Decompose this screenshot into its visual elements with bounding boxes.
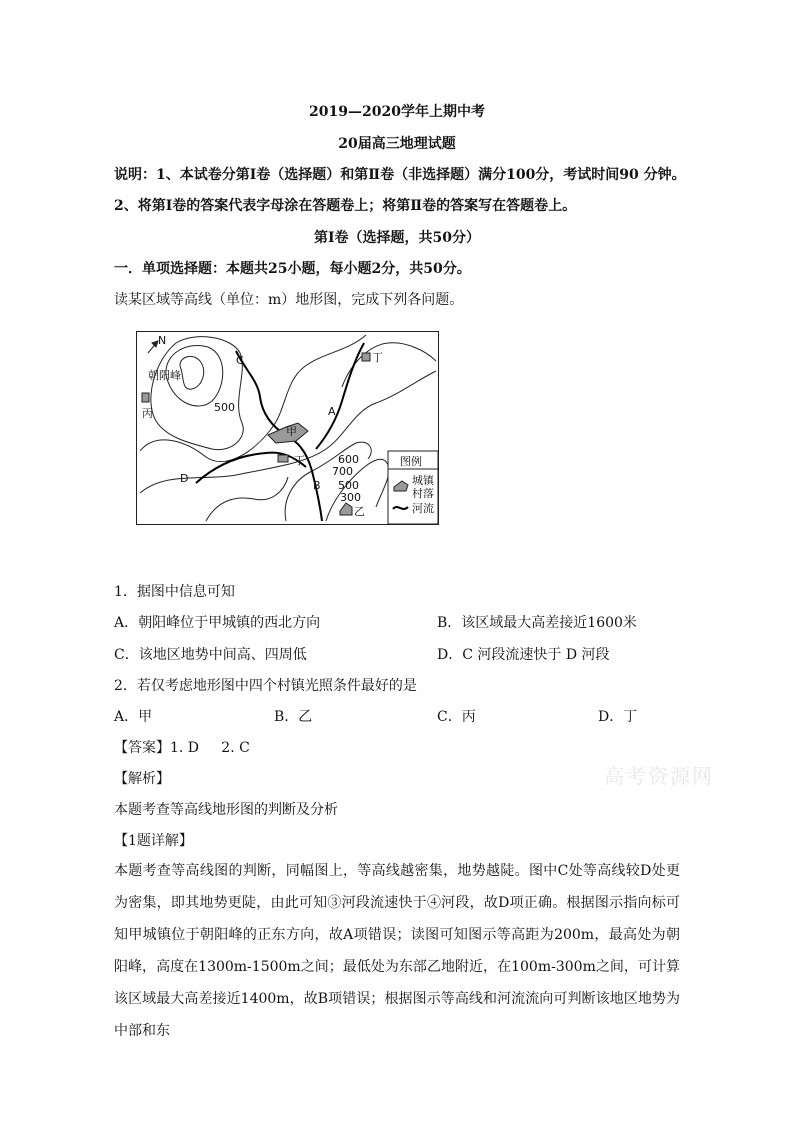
village-symbol [142,393,149,402]
q2-option-b: B．乙 [274,709,313,725]
label-a: A [328,405,336,418]
part-title: 一．单项选择题：本题共25小题，每小题2分，共50分。 [114,261,471,277]
legend-village: 村落 [412,487,434,500]
legend-title: 图例 [400,455,422,468]
analysis-label: 【解析】 [114,771,170,787]
contour-map [136,331,439,525]
note-line-1: 说明：1、本试卷分第Ⅰ卷（选择题）和第Ⅱ卷（非选择题）满分100分，考试时间90 分钟。 [114,167,686,183]
question-2-stem: 2．若仅考虑地形图中四个村镇光照条件最好的是 [114,678,417,694]
q1-option-a: A．朝阳峰位于甲城镇的西北方向 [114,615,321,631]
label-d: D [180,472,189,485]
label-b: B [313,479,321,492]
label-bing: 丙 [142,407,153,420]
label-c: C [236,354,244,367]
q1-option-b: B．该区域最大高差接近1600米 [437,615,637,631]
legend-town: 城镇 [412,474,434,487]
contour-label: 500 [338,479,359,492]
contour-label: 600 [338,453,359,466]
contour-label: 500 [214,401,235,414]
q1-option-c: C．该地区地势中间高、四周低 [114,647,307,663]
village-symbol [278,455,288,462]
q1-option-d: D．C 河段流速快于 D 河段 [437,647,610,663]
detail-label: 【1题详解】 [114,833,193,849]
note-line-2: 2、将第Ⅰ卷的答案代表字母涂在答题卷上；将第Ⅱ卷的答案写在答题卷上。 [114,198,577,214]
q2-option-c: C．丙 [437,709,476,725]
page-title: 2019—2020学年上期中考 [309,104,485,120]
contour-label: 300 [340,491,361,504]
peak-label: 朝阳峰 [148,369,181,382]
village-symbol [362,353,370,361]
analysis-intro: 本题考查等高线地形图的判断及分析 [114,802,338,818]
map-intro: 读某区域等高线（单位：m）地形图，完成下列各问题。 [114,292,464,308]
q2-option-a: A．甲 [114,709,153,725]
q2-option-d: D．丁 [598,709,638,725]
label-ding-mid: 丁 [294,454,305,467]
contour-label: 700 [332,465,353,478]
watermark: 高考资源网 [604,764,714,788]
question-1-stem: 1．据图中信息可知 [114,584,235,600]
page-subtitle: 20届高三地理试题 [338,136,456,152]
label-ding-top: 丁 [372,351,383,364]
legend-river: 河流 [412,502,434,515]
section-title: 第Ⅰ卷（选择题，共50分） [313,230,481,246]
label-yi: 乙 [354,505,365,518]
detail-text: 本题考查等高线图的判断，同幅图上，等高线越密集，地势越陡。图中C处等高线较D处更为密集，即其地势更陡，由此可知③河段流速快于④河段，故D项正确。根据图示指向标可知甲城镇位于朝阳峰的正东方向，故A项错误；读图可知图示等高距为200m，最高处为朝阳峰，高度在1300m-1500m之间；最低处为东部乙地附近，在100m-300m之间，可计算该区域最大高差接近1400m，故B项错误；根据图示等高线和河流流向可判断该地区地势为中部和东 [114,863,680,1039]
north-label: N [158,334,167,347]
answer-line: 【答案】1. D 2. C [114,740,250,756]
label-jia: 甲 [286,425,297,438]
